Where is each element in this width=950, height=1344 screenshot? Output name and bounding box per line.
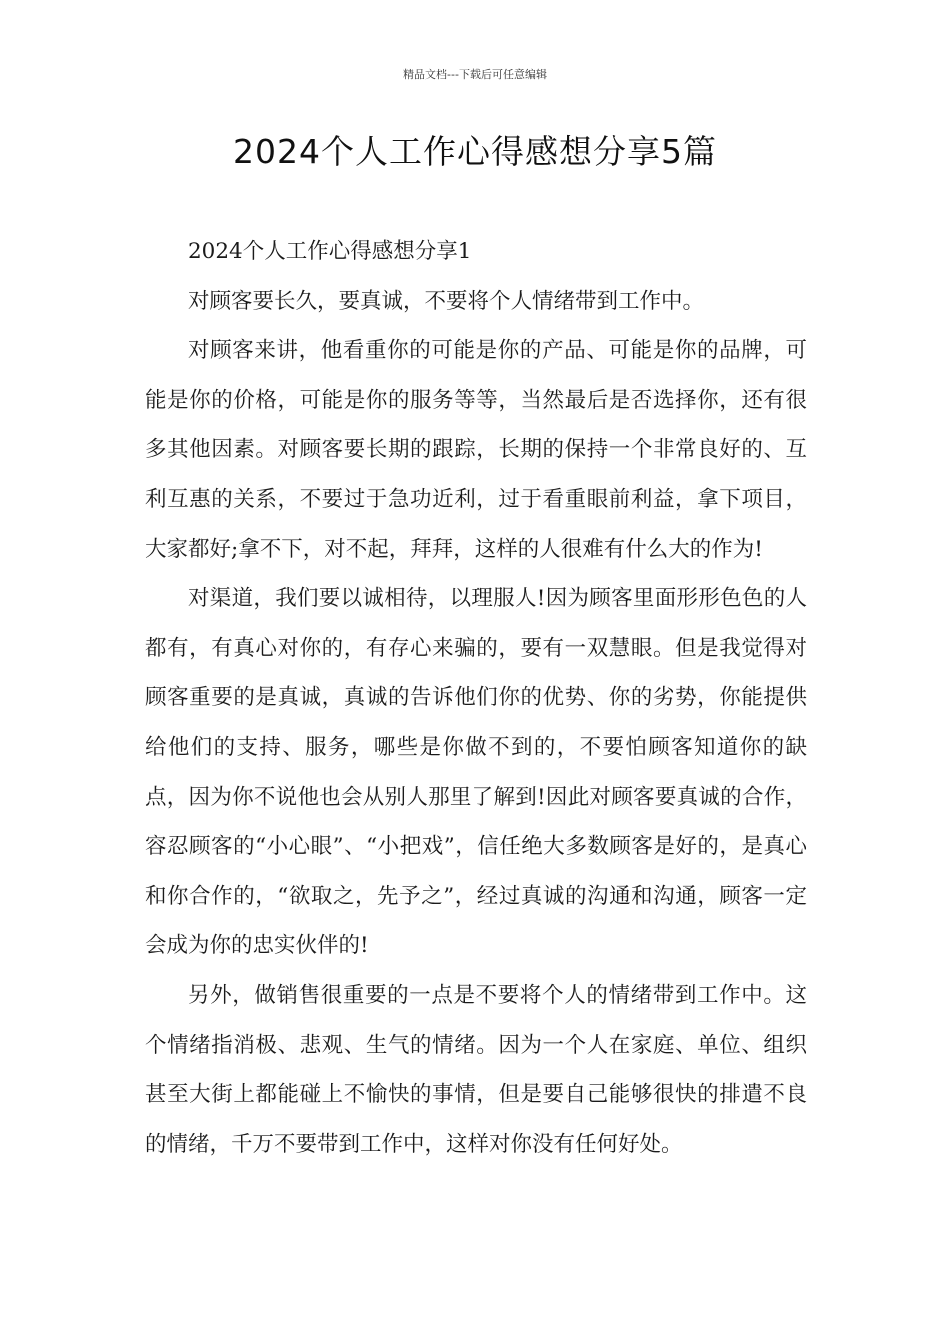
paragraph: 对顾客要长久，要真诚，不要将个人情绪带到工作中。 (188, 288, 705, 314)
paragraph: 另外，做销售很重要的一点是不要将个人的情绪带到工作中。这个情绪指消极、悲观、生气的情绪。因为一个人在家庭、单位、组织甚至大街上都能碰上不愉快的事情，但是要自己能够很快的排遣不良的情绪，千万不要带到工作中，这样对你没有任何好处。 (145, 982, 807, 1157)
section-heading: 2024个人工作心得感想分享1 (188, 239, 472, 264)
paragraph: 对顾客来讲，他看重你的可能是你的产品、可能是你的品牌，可能是你的价格，可能是你的服务等等，当然最后是否选择你，还有很多其他因素。对顾客要长期的跟踪，长期的保持一个非常良好的、互利互惠的关系，不要过于急功近利，过于看重眼前利益，拿下项目，大家都好;拿不下，对不起，拜拜，这样的人很难有什么大的作为! (145, 338, 807, 562)
document-body (145, 227, 807, 1169)
header-note: 精品文档---下载后可任意编辑 (403, 68, 547, 81)
document-title: 2024个人工作心得感想分享5篇 (233, 132, 717, 171)
paragraph: 对渠道，我们要以诚相待，以理服人!因为顾客里面形形色色的人都有，有真心对你的，有存心来骗的，要有一双慧眼。但是我觉得对顾客重要的是真诚，真诚的告诉他们你的优势、你的劣势，你能提供给他们的支持、服务，哪些是你做不到的，不要怕顾客知道你的缺点，因为你不说他也会从别人那里了解到!因此对顾客要真诚的合作，容忍顾客的“小心眼”、“小把戏”，信任绝大多数顾客是好的，是真心和你合作的，“欲取之，先予之”，经过真诚的沟通和沟通，顾客一定会成为你的忠实伙伴的! (145, 586, 807, 959)
